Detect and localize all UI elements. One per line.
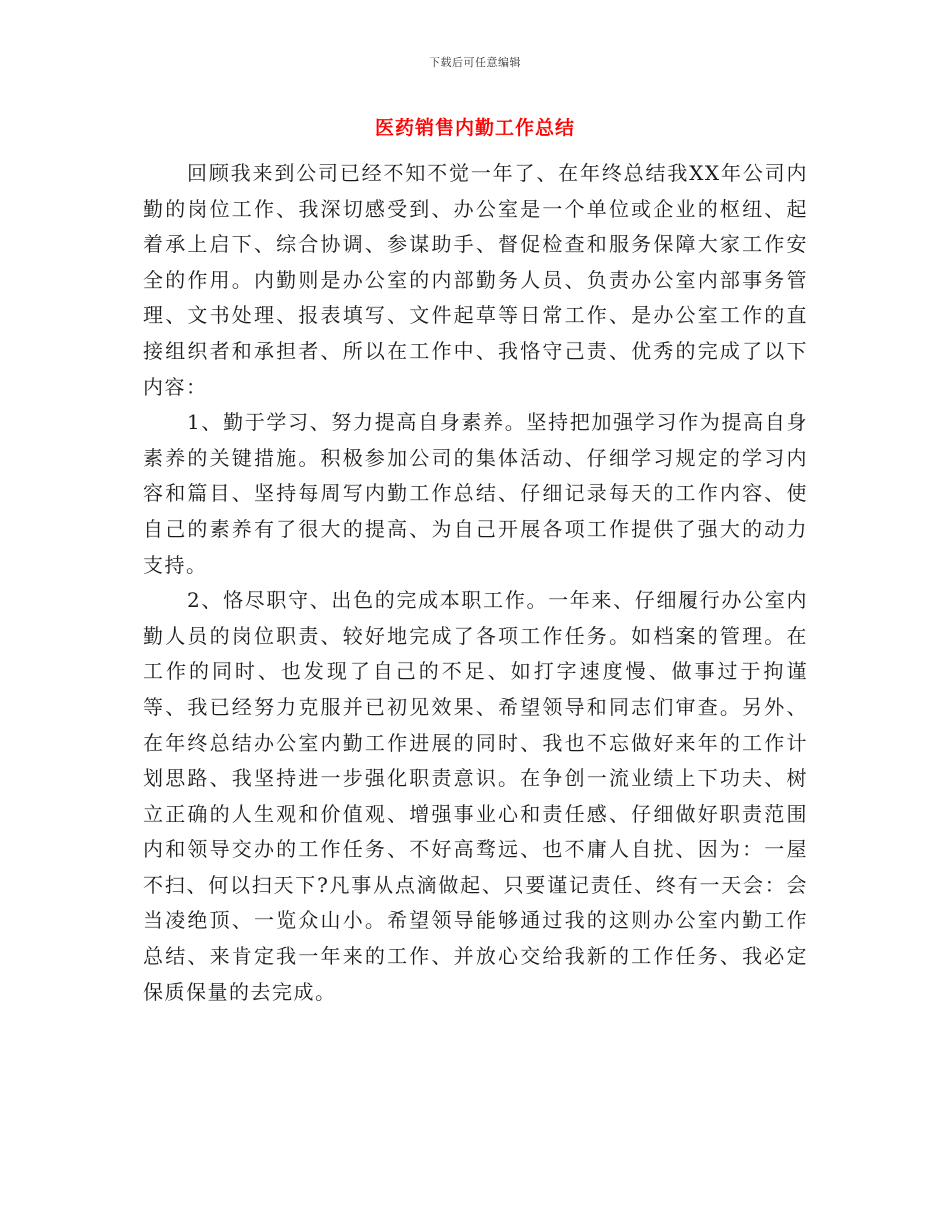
document-title: 医药销售内勤工作总结	[374, 117, 575, 139]
paragraph-intro: 回顾我来到公司已经不知不觉一年了、在年终总结我XX年公司内勤的岗位工作、我深切感受到、办公室是一个单位或企业的枢纽、起着承上启下、综合协调、参谋助手、督促检查和服务保障大家工作安全的作用。内勤则是办公室的内部勤务人员、负责办公室内部事务管理、文书处理、报表填写、文件起草等日常工作、是办公室工作的直接组织者和承担者、所以在工作中、我恪守己责、优秀的完成了以下内容：	[143, 161, 808, 399]
document-body	[143, 156, 808, 1010]
paragraph-item-1: 1、勤于学习、努力提高自身素养。坚持把加强学习作为提高自身素养的关键措施。积极参加公司的集体活动、仔细学习规定的学习内容和篇目、坚持每周写内勤工作总结、仔细记录每天的工作内容、使自己的素养有了很大的提高、为自己开展各项工作提供了强大的动力支持。	[143, 410, 808, 577]
paragraph-item-2: 2、恪尽职守、出色的完成本职工作。一年来、仔细履行办公室内勤人员的岗位职责、较好地完成了各项工作任务。如档案的管理。在工作的同时、也发现了自己的不足、如打字速度慢、做事过于拘谨等、我已经努力克服并已初见效果、希望领导和同志们审查。另外、在年终总结办公室内勤工作进展的同时、我也不忘做好来年的工作计划思路、我坚持进一步强化职责意识。在争创一流业绩上下功夫、树立正确的人生观和价值观、增强事业心和责任感、仔细做好职责范围内和领导交办的工作任务、不好高骛远、也不庸人自扰、因为：一屋不扫、何以扫天下?凡事从点滴做起、只要谨记责任、终有一天会：会当凌绝顶、一览众山小。希望领导能够通过我的这则办公室内勤工作总结、来肯定我一年来的工作、并放心交给我新的工作任务、我必定保质保量的去完成。	[143, 588, 808, 1004]
header-note: 下载后可任意编辑	[429, 56, 521, 69]
